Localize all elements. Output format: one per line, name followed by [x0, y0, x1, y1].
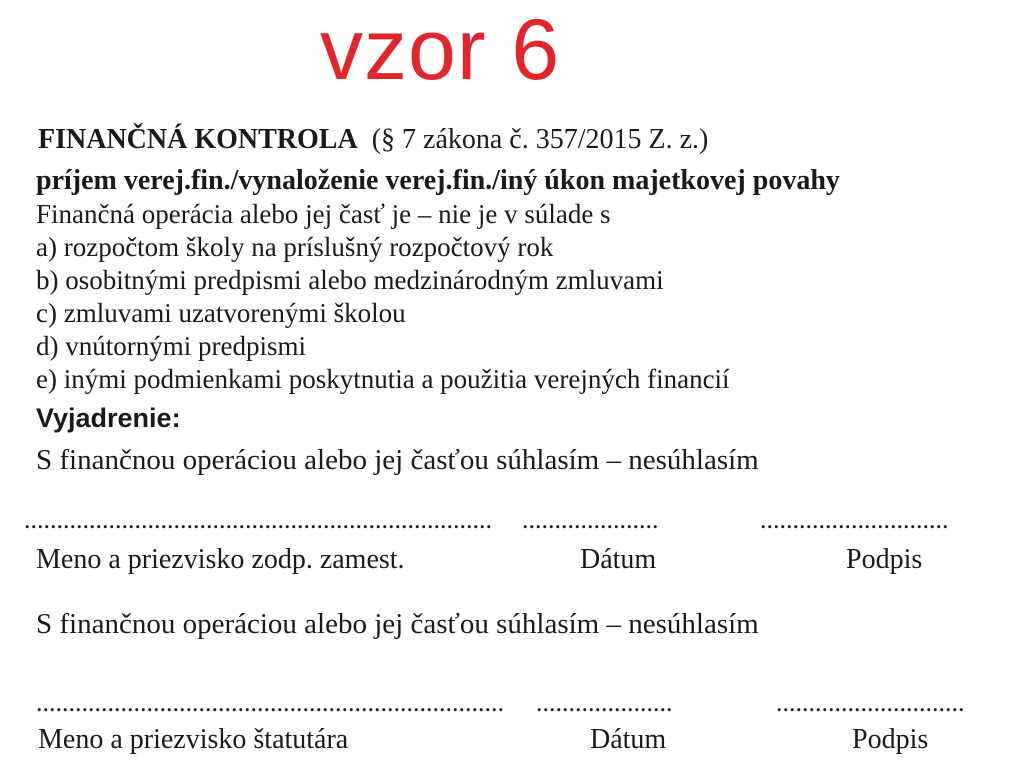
template-label: vzor 6: [320, 2, 561, 98]
sign-caption-employee: Podpis: [846, 544, 923, 575]
condition-item-e: e) inými podmienkami poskytnutia a použitia verejných financií: [36, 364, 730, 394]
statement-line-statutory: S finančnou operáciou alebo jej časťou súhlasím – nesúhlasím: [36, 608, 759, 640]
statement-line-employee: S finančnou operáciou alebo jej časťou súhlasím – nesúhlasím: [36, 444, 759, 476]
date-signature-line-employee[interactable]: .....................: [522, 505, 659, 534]
condition-item-a: a) rozpočtom školy na príslušný rozpočtový rok: [36, 232, 554, 262]
name-signature-line-statutory[interactable]: ........................................................................: [36, 688, 504, 717]
operation-type: príjem verej.fin./vynaloženie verej.fin./iný úkon majetkovej povahy: [36, 165, 840, 196]
statement-label: Vyjadrenie:: [36, 403, 181, 433]
form-heading: [38, 122, 708, 158]
condition-item-c: c) zmluvami uzatvorenými školou: [36, 298, 406, 328]
condition-item-b: b) osobitnými predpismi alebo medzinárodným zmluvami: [36, 265, 664, 295]
date-caption-employee: Dátum: [580, 544, 657, 575]
operation-intro: Finančná operácia alebo jej časť je – nie je v súlade s: [36, 199, 611, 229]
condition-item-d: d) vnútornými predpismi: [36, 331, 306, 361]
law-reference: (§ 7 zákona č. 357/2015 Z. z.): [371, 124, 709, 155]
date-signature-line-statutory[interactable]: .....................: [536, 688, 673, 717]
name-caption-employee: Meno a priezvisko zodp. zamest.: [36, 544, 405, 575]
sign-line-employee[interactable]: .............................: [760, 505, 949, 534]
sign-caption-statutory: Podpis: [852, 724, 929, 755]
name-signature-line-employee[interactable]: ........................................................................: [24, 505, 492, 534]
date-caption-statutory: Dátum: [590, 724, 667, 755]
conditions-list: [36, 198, 730, 396]
form-title: FINANČNÁ KONTROLA: [38, 124, 358, 155]
sign-line-statutory[interactable]: .............................: [776, 688, 965, 717]
name-caption-statutory: Meno a priezvisko štatutára: [38, 724, 349, 755]
